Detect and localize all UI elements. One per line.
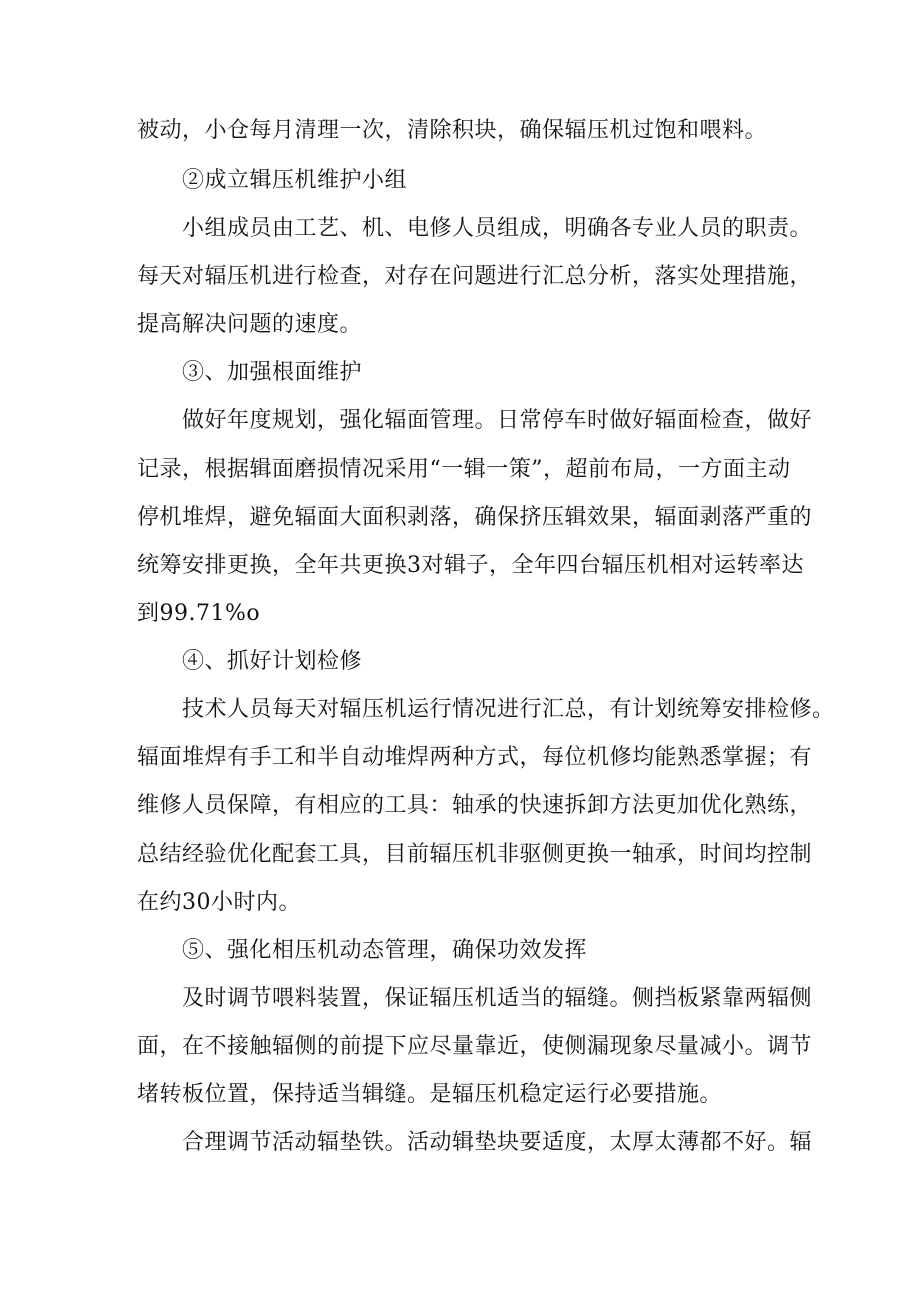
text-line-15: 维修人员保障，有相应的工具：轴承的快速拆卸方法更加优化熟练，: [137, 793, 813, 818]
text-line-1: 被动，小仓每月清理一次，清除积块，确保辐压机过饱和喂料。: [137, 118, 768, 143]
text-line-9: 停机堆焊，避免辐面大面积剥落，确保挤压辑效果，辐面剥落严重的: [137, 505, 813, 530]
text-line-10: 统筹安排更换，全年共更换3对辑子，全年四台辐压机相对运转率达: [137, 553, 804, 578]
text-line-19: 及时调节喂料装置，保证辐压机适当的辐缝。侧挡板紧靠两辐侧: [182, 986, 813, 1011]
text-line-13: 技术人员每天对辐压机运行情况进行汇总，有计划统筹安排检修。: [182, 697, 835, 722]
section-heading-2: ②成立辑压机维护小组: [182, 168, 408, 193]
text-line-3: 小组成员由工艺、机、电修人员组成，明确各专业人员的职责。: [182, 216, 813, 241]
text-line-4: 每天对辐压机进行检查，对存在问题进行汇总分析，落实处理措施，: [137, 264, 813, 289]
section-heading-5: ⑤、强化相压机动态管理，确保功效发挥: [182, 938, 588, 963]
section-heading-3: ③、加强根面维护: [182, 360, 363, 385]
text-line-20: 面，在不接触辐侧的前提下应尽量靠近，使侧漏现象尽量减小。调节: [137, 1034, 813, 1059]
text-line-16: 总结经验优化配套工具，目前辐压机非驱侧更换一轴承，时间均控制: [137, 842, 813, 867]
section-heading-4: ④、抓好计划检修: [182, 649, 363, 674]
text-line-8: 记录，根据辑面磨损情况采用“一辑一策”，超前布局，一方面主动: [137, 457, 791, 482]
text-line-14: 辐面堆焊有手工和半自动堆焊两种方式，每位机修均能熟悉掌握；有: [137, 745, 813, 770]
text-line-21: 堵转板位置，保持适当辑缝。是辐压机稳定运行必要措施。: [137, 1082, 723, 1107]
text-line-5: 提高解决问题的速度。: [137, 312, 363, 337]
text-line-17: 在约30小时内。: [137, 890, 301, 915]
text-line-22: 合理调节活动辐垫铁。活动辑垫块要适度，太厚太薄都不好。辐: [182, 1130, 813, 1155]
text-line-7: 做好年度规划，强化辐面管理。日常停车时做好辐面检查，做好: [182, 408, 813, 433]
text-line-11: 到99.71%o: [137, 601, 261, 626]
